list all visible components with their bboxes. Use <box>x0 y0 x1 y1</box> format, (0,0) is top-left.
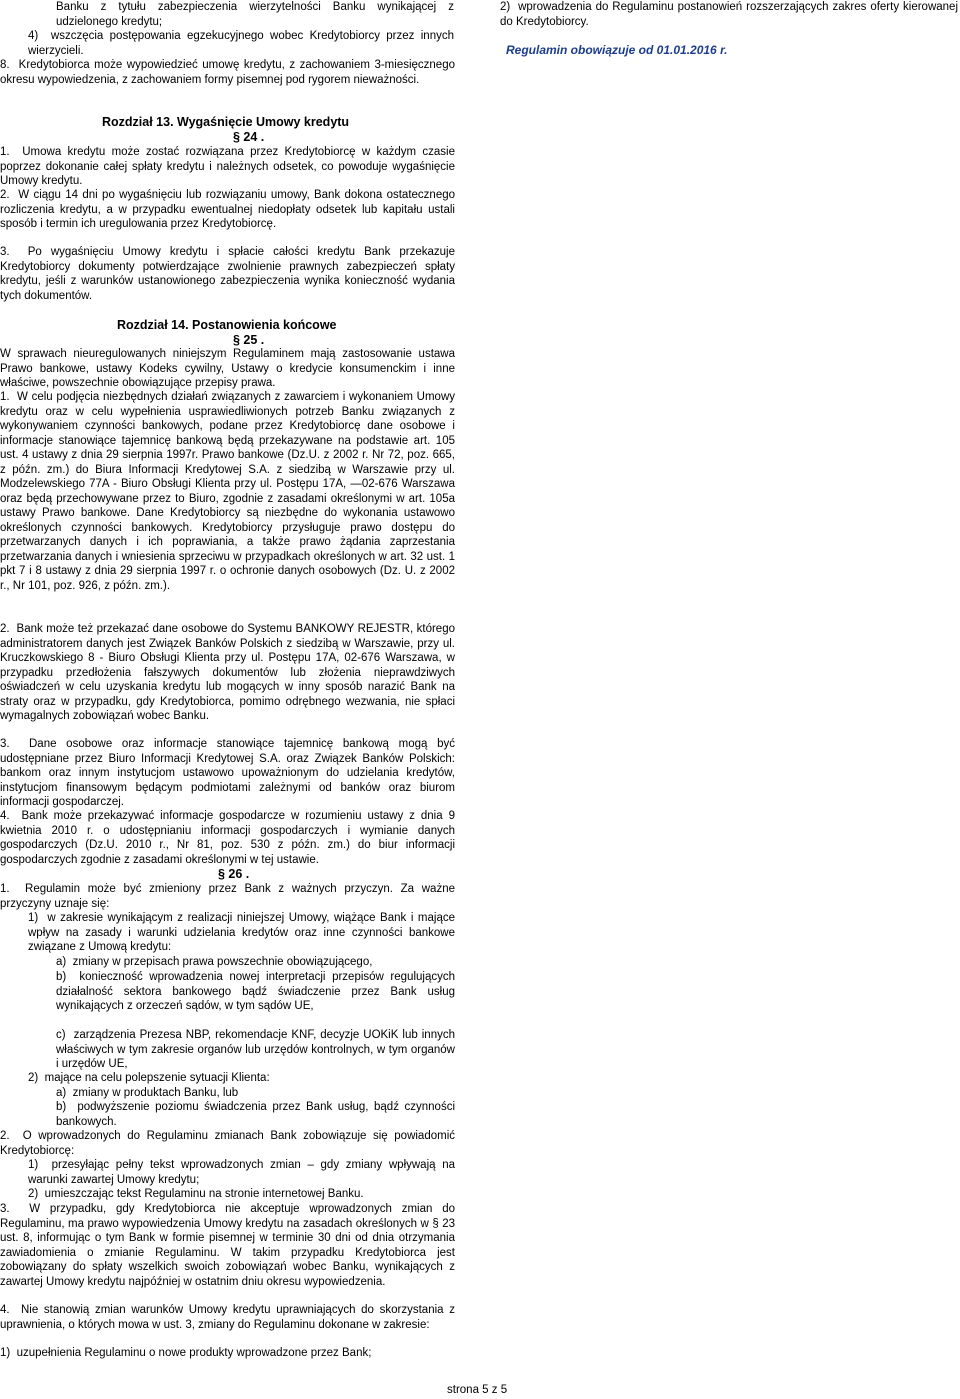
section26-p1-1b: b) konieczność wprowadzenia nowej interpretacji przepisów regulujących działalność sektora bankowego bądź świadczenie przez Bank usług wynikających z orzeczeń sądów, w tym sądów UE, <box>56 971 455 1012</box>
section26-p2: 2. O wprowadzonych do Regulaminu zmianach Bank zobowiązuje się powiadomić Kredytobiorcę: <box>0 1130 455 1157</box>
section-24: § 24 . <box>233 130 265 144</box>
intro-line-1: Banku z tytułu zabezpieczenia wierzytelności Banku wynikającej z udzielonego kredytu; <box>56 1 454 28</box>
section25-item-2: 2. Bank może też przekazać dane osobowe do Systemu BANKOWY REJESTR, którego administratorem danych jest Związek Banków Polskich z siedzibą w Warszawie, przy ul. Kruczkowskiego 8 - Biuro Obsługi Klienta przy ul. Postępu 17A, 02-676 Warszawa, w przypadku przedłożenia fałszywych dokumentów lub złożenia nieprawdziwych oświadczeń w celu uzyskania kredytu lub mogących w inny sposób narazić Bank na straty oraz w przypadku, gdy Kredytobiorca, pomimo odrębnego wezwania, nie spłaci wymagalnych zobowiązań wobec Banku. <box>0 623 455 722</box>
section-25: § 25 . <box>233 333 265 347</box>
section26-p1-1a: a) zmiany w przepisach prawa powszechnie obowiązującego, <box>56 956 373 968</box>
chapter13-item-1: 1. Umowa kredytu może zostać rozwiązana przez Kredytobiorcę w każdym czasie poprzez dokonanie całej spłaty kredytu i należnych odsetek, co powoduje wygaśnięcie Umowy kredytu. <box>0 146 455 187</box>
section26-p4-1: 1) uzupełnienia Regulaminu o nowe produkty wprowadzone przez Bank; <box>0 1347 372 1359</box>
section26-p1-1: 1) w zakresie wynikającym z realizacji niniejszej Umowy, wiążące Bank i mające wpływ na zasady i warunki udzielania kredytów oraz inne czynności bankowe związane z Umową kredytu: <box>28 912 455 953</box>
section26-p2-2: 2) umieszczając tekst Regulaminu na stronie internetowej Banku. <box>28 1188 364 1200</box>
section26-p1-2b: b) podwyższenie poziomu świadczenia przez Bank usług, bądź czynności bankowych. <box>56 1101 455 1128</box>
section26-p1-2a: a) zmiany w produktach Banku, lub <box>56 1087 239 1099</box>
section-26: § 26 . <box>218 867 250 881</box>
section26-p1-1c: c) zarządzenia Prezesa NBP, rekomendacje KNF, decyzje UOKiK lub innych właściwych w tym zakresie organów lub urzędów kontrolnych, w tym organów i urzędów UE, <box>56 1029 455 1070</box>
section25-item-1: 1. W celu podjęcia niezbędnych działań związanych z zawarciem i wykonaniem Umowy kredytu oraz w celu wypełnienia usprawiedliwionych potrzeb Banku związanych z wykonywaniem czynności bankowych, podane przez Kredytobiorcę dane osobowe i informacje stanowiące tajemnicę bankową będą przekazywane na podstawie art. 105 ust. 4 ustawy z dnia 29 sierpnia 1997r. Prawo bankowe (Dz.U. z 2002 r. Nr 72, poz. 665, z późn. zm.) do Biura Informacji Kredytowej S.A. z siedzibą w Warszawie przy ul. Modzelewskiego 77A - Biuro Obsługi Klienta przy ul. Postępu 17A, —02-676 Warszawa oraz będą przechowywane przez to Biuro, zgodnie z zasadami określonymi w art. 105a ustawy Prawo bankowe. Dane Kredytobiorcy są niezbędne do wykonania ustawowo określonych czynności bankowych. Kredytobiorcy przysługuje prawo dostępu do przetwarzanych danych i ich poprawiania, a także prawo żądania zaprzestania przetwarzania danych i wniesienia sprzeciwu w przypadkach określonych w art. 32 ust. 1 pkt 7 i 8 ustawy z dnia 29 sierpnia 1997 r. o ochronie danych osobowych (Dz. U. z 2002 r., Nr 101, poz. 926, z późn. zm.). <box>0 391 455 592</box>
section26-p3: 3. W przypadku, gdy Kredytobiorca nie akceptuje wprowadzonych zmian do Regulaminu, ma prawo wypowiedzenia Umowy kredytu na zasadach określonych w § 23 ust. 8, informując o tym Bank w formie pisemnej w terminie 30 dni od dnia otrzymania zawiadomienia o zmianie Regulaminu. W takim przypadku Kredytobiorca jest zobowiązany do spłaty wszelkich swoich zobowiązań wobec Banku, wynikających z zawartej Umowy kredytu najpóźniej w ostatnim dniu okresu wypowiedzenia. <box>0 1203 455 1288</box>
section25-item-3: 3. Dane osobowe oraz informacje stanowiące tajemnicę bankową mogą być udostępniane przez Biuro Informacji Kredytowej S.A. oraz Związek Banków Polskich: bankom oraz innym instytucjom ustawowo upoważnionym do udzielania kredytów, instytucjom finansowym będącym podmiotami zależnymi od banków oraz biurom informacji gospodarczej. <box>0 738 455 808</box>
chapter-14-title: Rozdział 14. Postanowienia końcowe <box>117 318 337 332</box>
intro-line-2: 4) wszczęcia postępowania egzekucyjnego wobec Kredytobiorcy przez innych wierzycieli. <box>28 30 454 57</box>
section26-p4-2: 2) wprowadzenia do Regulaminu postanowień rozszerzających zakres oferty kierowanej do Kredytobiorcy. <box>500 1 958 28</box>
chapter13-item-3: 3. Po wygaśnięciu Umowy kredytu i spłacie całości kredytu Bank przekazuje Kredytobiorcy dokumenty potwierdzające zwolnienie prawnych zabezpieczeń spłaty kredytu, jeśli z warunków ustanowionego zabezpieczenia wynika konieczność wydania tych dokumentów. <box>0 246 455 302</box>
section26-p4: 4. Nie stanowią zmian warunków Umowy kredytu uprawniających do skorzystania z uprawnienia, o których mowa w ust. 3, zmiany do Regulaminu dokonane w zakresie: <box>0 1304 455 1331</box>
section26-p1-2: 2) mające na celu polepszenie sytuacji Klienta: <box>28 1072 270 1084</box>
chapter14-intro: W sprawach nieuregulowanych niniejszym Regulaminem mają zastosowanie ustawa Prawo bankowe, ustawy Kodeks cywilny, Ustawy o kredycie konsumenckim i inne właściwe, powszechnie obowiązujące przepisy prawa. <box>0 348 455 389</box>
intro-line-3: 8. Kredytobiorca może wypowiedzieć umowę kredytu, z zachowaniem 3-miesięcznego okresu wypowiedzenia, z zachowaniem formy pisemnej pod rygorem nieważności. <box>0 59 455 86</box>
section25-item-4: 4. Bank może przekazywać informacje gospodarcze w rozumieniu ustawy z dnia 9 kwietnia 2010 r. o udostępnianiu informacji gospodarczych i wymianie danych gospodarczych (Dz.U. 2010 r., Nr 81, poz. 530 z późn. zm.) do biur informacji gospodarczych zgodnie z zasadami określonymi w tej ustawie. <box>0 810 455 866</box>
section26-p2-1: 1) przesyłając pełny tekst wprowadzonych zmian – gdy zmiany wpływają na warunki zawartej Umowy kredytu; <box>28 1159 455 1186</box>
section26-p1: 1. Regulamin może być zmieniony przez Bank z ważnych przyczyn. Za ważne przyczyny uznaje się: <box>0 883 455 910</box>
chapter13-item-2: 2. W ciągu 14 dni po wygaśnięciu lub rozwiązaniu umowy, Bank dokona ostatecznego rozliczenia kredytu, a w przypadku ewentualnej niedopłaty odsetek lub kapitału ustali sposób i termin ich uregulowania przez Kredytobiorcę. <box>0 189 455 230</box>
chapter-13-title: Rozdział 13. Wygaśnięcie Umowy kredytu <box>102 115 350 129</box>
regulamin-validity: Regulamin obowiązuje od 01.01.2016 r. <box>506 43 728 57</box>
page-number: strona 5 z 5 <box>447 1384 508 1396</box>
